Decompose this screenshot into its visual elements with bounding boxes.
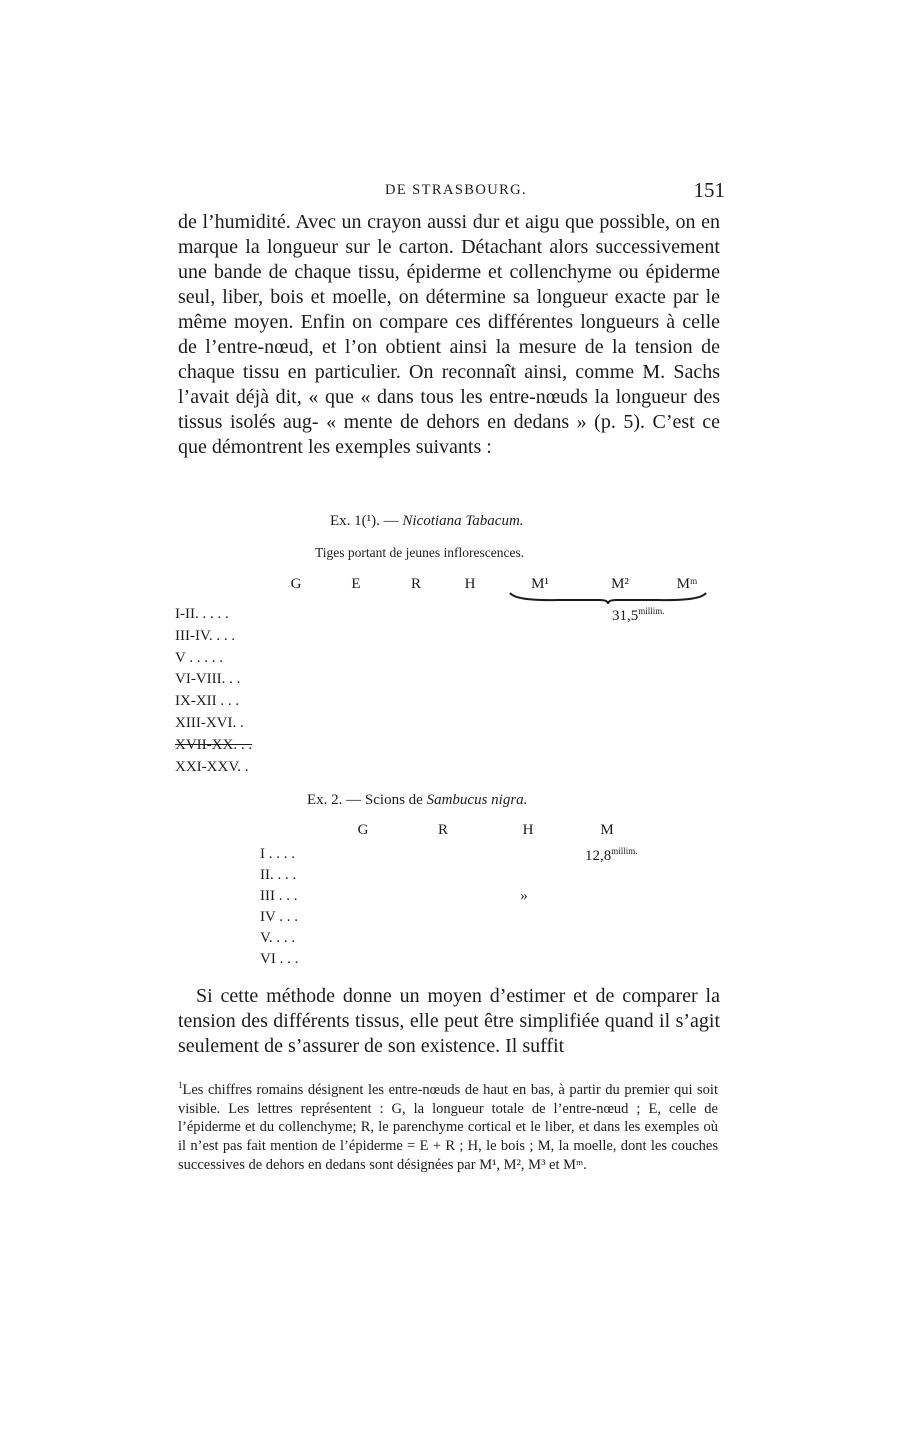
table2-row-label: [260, 909, 298, 926]
page-number: 151: [693, 178, 725, 202]
table1-row-label-text: VI-VIII. . .: [175, 671, 241, 688]
table2-row-label: [260, 930, 295, 947]
table2-row-label: [260, 867, 296, 884]
table1-header-text: M²: [611, 576, 629, 592]
table1-row-label: [175, 650, 223, 667]
continuation-paragraph: [178, 984, 720, 1059]
example2-title: [307, 792, 527, 809]
example1-title: [330, 513, 524, 530]
table2-row-label-text: IV . . .: [260, 909, 299, 925]
table1-cell-M2-unit: millim.: [638, 606, 665, 616]
table2-row-label: [260, 846, 295, 863]
table1-header-text: G: [290, 576, 302, 592]
table1-row-label-text: III-IV. . . .: [175, 627, 236, 644]
table1-row-label: [175, 671, 240, 688]
table2-header-text: G: [357, 822, 369, 838]
example1-title-prefix: Ex. 1(¹). —: [330, 513, 403, 529]
table1-header-text: R: [410, 576, 422, 592]
paragraph-text: de l’humidité. Avec un crayon aussi dur et aigu que possible, on en marque la longueur sur le carton. Détachant alors successivement une bande de chaque tissu, épiderme et collenchyme ou épiderme seul, liber, bois et moelle, on détermine sa longueur exacte par le même moyen. Enfin on compare ces différentes longueurs à celle de l’entre-nœud, et l’on obtient ainsi la mesure de la tension de chaque tissu en particulier. On reconnaît ainsi, comme M. Sachs l’avait déjà dit, « que « dans tous les entre-nœuds la longueur des tissus isolés aug- « mente de dehors en dedans » (p. 5). C’est ce que démontrent les exemples suivants :: [178, 211, 720, 458]
table1-row-label: [175, 715, 244, 732]
table2-header-text: M: [600, 822, 614, 838]
table2-row-label-text: I . . . .: [260, 846, 295, 862]
table2-header: [600, 822, 613, 839]
brace-icon: [508, 591, 708, 605]
table1-row-label: [175, 628, 235, 645]
table1-header-text: M¹: [531, 576, 549, 592]
table1-row-label-text: IX-XII . . .: [175, 693, 240, 710]
table1-header: [291, 576, 302, 593]
table1-header: [465, 576, 476, 593]
table1-header: [411, 576, 421, 593]
table1-header: [351, 576, 360, 593]
table1-row-label-text: XVII-XX. . .: [175, 736, 253, 753]
table2-header: [523, 822, 534, 839]
page-header: [385, 180, 725, 204]
table2-cell-H: [520, 888, 528, 905]
table2-row-label-text: III . . .: [260, 888, 298, 904]
footnote: [178, 1076, 718, 1175]
table1-header-text: E: [351, 576, 361, 592]
table1-row-label-text: V . . . . .: [175, 649, 224, 666]
table2-header-text: H: [522, 822, 534, 838]
table2-row-label-text: II. . . .: [260, 867, 297, 883]
table1-row-label-text: XXI-XXV. .: [175, 758, 249, 775]
table1-row-label: [175, 759, 248, 776]
table2-cell-H-text: »: [520, 888, 528, 904]
paragraph-text-2: Si cette méthode donne un moyen d’estimer et de comparer la tension des différents tissus, elle peut être simplifiée quand il s’agit seulement de s’assurer de son existence. Il suffit: [178, 985, 720, 1057]
footnote-text: Les chiffres romains désignent les entre-nœuds de haut en bas, à partir du premier qui soit visible. Les lettres représentent : G, la longueur totale de l’entre-nœud ; E, celle de l’épiderme et du collenchyme; R, le parenchyme cortical et le liber, et dans les exemples où il n’est pas fait mention de l’épiderme = E + R ; H, le bois ; M, la moelle, dont les couches successives de dehors en dedans sont désignées par M¹, M², M³ et Mᵐ.: [178, 1081, 718, 1174]
table1-cell-M2-text: 31,5: [612, 608, 639, 624]
example1-species: Nicotiana Tabacum.: [402, 513, 524, 529]
table2-header: [438, 822, 448, 839]
table1-header-text: H: [464, 576, 476, 592]
table2-row-label: [260, 951, 298, 968]
table2-row-label-text: V. . . .: [260, 930, 296, 946]
table1-row-label: [175, 693, 239, 710]
example2-title-prefix: Ex. 2. — Scions de: [307, 792, 427, 808]
table1-header-text: Mᵐ: [676, 576, 698, 592]
table2-row-label: [260, 888, 298, 905]
example1-subtitle: Tiges portant de jeunes inflorescences.: [315, 545, 525, 560]
table1-row-label: [175, 606, 229, 623]
footnote-marker: 1: [178, 1080, 183, 1090]
table1-row-label-text: XIII-XVI. .: [175, 715, 244, 731]
example2-species: Sambucus nigra.: [426, 792, 528, 808]
table2-cell-M-unit: millim.: [611, 846, 638, 856]
table2-header: [358, 822, 369, 839]
table2-header-text: R: [437, 822, 449, 838]
table2-row-label-text: VI . . .: [260, 951, 299, 967]
table2-cell-M: [585, 846, 638, 865]
table2-cell-M-text: 12,8: [585, 848, 612, 864]
table1-row-label: [175, 737, 252, 754]
table1-row-label-text: I-II. . . . .: [175, 606, 229, 622]
main-paragraph: [178, 210, 720, 460]
running-title: DE STRASBOURG.: [385, 182, 528, 198]
table1-cell-M2: [612, 606, 665, 625]
